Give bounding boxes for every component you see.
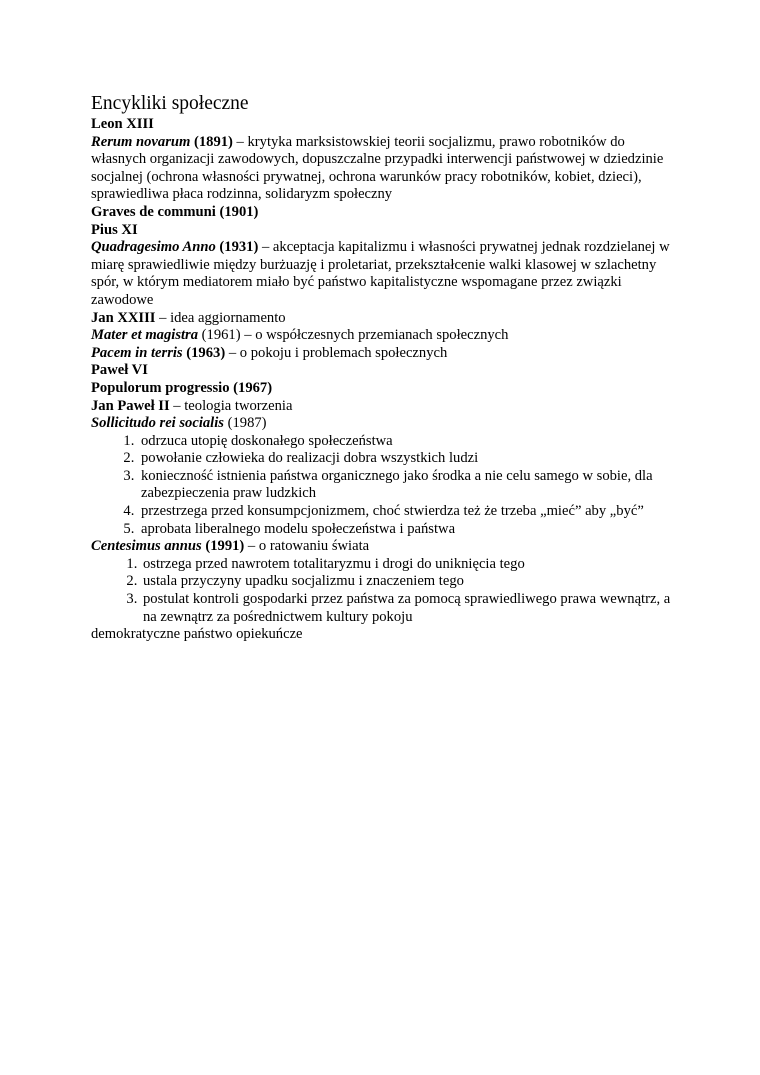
encyclical-description: – akceptacja kapitalizmu i własności prywatnej jednak rozdzielanej w miarę sprawiedliwie między burżuazję i proletariat, przekształcenie walki klasowej w szlachetny spór, w którym mediatorem miało być państwo kapitalistyczne wspomagane przez związki zawodowe: [91, 239, 670, 308]
list-item: 1. odrzuca utopię doskonałego społeczeństwa: [138, 433, 681, 451]
encyclical-name: Rerum novarum: [91, 133, 191, 150]
centesimus-annus: Centesimus annus (1991) – o ratowaniu świata: [91, 538, 370, 555]
list-item: 2. powołanie człowieka do realizacji dobra wszystkich ludzi: [138, 450, 681, 468]
pope-pius-xi: Pius XI: [91, 221, 138, 238]
list-item: 2. ustala przyczyny upadku socjalizmu i znaczeniem tego: [141, 573, 681, 591]
pope-leo-xiii: Leon XIII: [91, 116, 154, 132]
sollicitudo-rei-socialis: Sollicitudo rei socialis (1987): [91, 415, 267, 432]
list-item: 5. aprobata liberalnego modelu społeczeństwa i państwa: [138, 521, 681, 539]
pope-jan-xxiii: Jan XXIII – idea aggiornamento: [91, 309, 286, 326]
mater-et-magistra: Mater et magistra (1961) – o współczesnych przemianach społecznych: [91, 327, 509, 344]
page-title: Encykliki społeczne: [91, 93, 249, 114]
pacem-in-terris: Pacem in terris (1963) – o pokoju i problemach społecznych: [91, 344, 448, 361]
encyclical-year: (1931): [215, 239, 259, 256]
list-item: 3. konieczność istnienia państwa organicznego jako środka a nie celu samego w sobie, dla zabezpieczenia praw ludzkich: [138, 468, 681, 503]
document-body: [91, 92, 681, 644]
list-item: 1. ostrzega przed nawrotem totalitaryzmu i drogi do uniknięcia tego: [141, 556, 681, 574]
list-item: 3. postulat kontroli gospodarki przez państwa za pomocą sprawiedliwego prawa wewnątrz, a na zewnątrz za pośrednictwem kultury pokoju: [141, 591, 681, 626]
encyclical-year: (1891): [190, 133, 233, 150]
encyclical-name: Quadragesimo Anno: [91, 239, 216, 256]
encyclical-description: – krytyka marksistowskiej teorii socjalizmu, prawo robotników do własnych organizacji zawodowych, dopuszczalne przypadki interwencji państwowej w dziedzinie socjalnej (ochrona własności prywatnej, ochrona warunków pracy robotników, kobiet, dzieci), sprawiedliwa płaca rodzinna, solidaryzm społeczny: [91, 133, 664, 203]
pope-pawel-vi: Paweł VI: [91, 362, 148, 379]
quadragesimo-anno-paragraph: [91, 239, 681, 309]
closing-line: demokratyczne państwo opiekuńcze: [91, 626, 303, 643]
centesimus-list: [91, 556, 681, 626]
sollicitudo-list: [91, 433, 681, 539]
populorum-progressio: Populorum progressio (1967): [91, 379, 273, 396]
rerum-novarum-paragraph: [91, 134, 681, 204]
graves-de-communi: Graves de communi (1901): [91, 203, 259, 220]
list-item: 4. przestrzega przed konsumpcjonizmem, choć stwierdza też że trzeba „mieć” aby „być”: [138, 503, 681, 521]
pope-jan-pawel-ii: Jan Paweł II – teologia tworzenia: [91, 397, 293, 414]
